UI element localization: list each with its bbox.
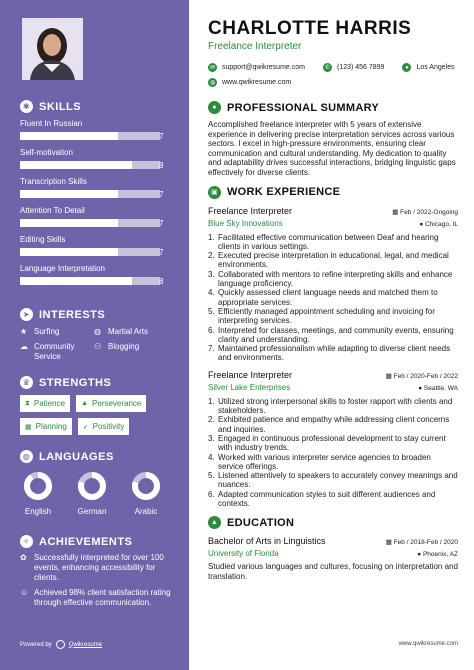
award-icon: ✿ xyxy=(20,553,27,562)
education-text: Studied various languages and cultures, focusing on interpretation and translation. xyxy=(208,562,458,581)
skill-item xyxy=(20,148,171,177)
skill-item xyxy=(20,206,171,235)
skills-list xyxy=(20,119,171,293)
languages-list xyxy=(20,471,171,516)
school-name: University of Florida xyxy=(208,549,279,559)
globe-icon: ◍ xyxy=(94,327,101,336)
skill-bar xyxy=(20,277,160,285)
sidebar xyxy=(0,0,189,670)
skill-value: 8 xyxy=(159,161,164,170)
phone-number[interactable]: (123) 456 7899 xyxy=(336,64,385,71)
skill-item xyxy=(20,177,171,206)
interests-heading: ➤ INTERESTS xyxy=(20,308,171,321)
brand-link[interactable]: Qwikresume xyxy=(68,641,103,648)
skill-label: Self-motivation xyxy=(20,148,73,157)
main-content xyxy=(189,0,474,670)
interest-label: Community Service xyxy=(34,342,75,361)
duty-number: 4. xyxy=(208,452,215,462)
job-title: Freelance Interpreter xyxy=(208,369,293,380)
company-name: Silver Lake Enterprises xyxy=(208,382,291,392)
mountain-icon: ▲ xyxy=(81,400,88,407)
calendar-icon: ▦ xyxy=(392,208,401,216)
duty-number: 5. xyxy=(208,471,215,481)
job-sub xyxy=(208,219,458,228)
interests-list xyxy=(20,327,171,362)
achievement-item xyxy=(20,588,171,608)
skill-label: Language Interpretation xyxy=(20,264,105,273)
graduation-cap-icon: ▲ xyxy=(208,516,221,529)
skill-bar-fill xyxy=(20,190,118,198)
skill-value: 7 xyxy=(159,132,164,141)
lightbulb-icon: ✱ xyxy=(20,100,33,113)
footer-url[interactable]: www.qwikresume.com xyxy=(398,641,458,647)
trophy-icon: ♛ xyxy=(20,376,33,389)
duty-number: 5. xyxy=(208,306,215,316)
award-icon: ☺ xyxy=(20,588,29,597)
duty-text: Executed precise interpretation in educational, legal, and medical environments. xyxy=(218,251,449,270)
strength-chip xyxy=(20,395,70,412)
globe-icon: ◍ xyxy=(20,450,33,463)
education-section xyxy=(208,516,458,581)
duty-item xyxy=(208,233,458,252)
language-ring-fill xyxy=(27,475,49,497)
qwikresume-logo-icon xyxy=(56,640,65,649)
job-date-text: Feb / 2020-Feb / 2022 xyxy=(393,372,458,380)
interest-item xyxy=(94,342,168,362)
duty-text: Facilitated effective communication between Deaf and hearing clients in various settings. xyxy=(218,232,439,251)
languages-heading: ◍ LANGUAGES xyxy=(20,450,171,463)
website-link[interactable]: www.qwikresume.com xyxy=(222,79,292,86)
profile-photo-image xyxy=(22,18,83,80)
users-icon: ⚇ xyxy=(94,342,102,351)
language-item xyxy=(20,471,56,516)
duty-text: Utilized strong interpersonal skills to foster rapport with clients and stakeholders. xyxy=(218,396,453,416)
interest-item xyxy=(94,327,168,337)
location-icon: ● xyxy=(419,220,426,228)
duty-item xyxy=(208,251,458,270)
skills-heading: ✱ SKILLS xyxy=(20,100,171,113)
skill-bar-fill xyxy=(20,161,132,169)
job-sub xyxy=(208,383,458,392)
duty-text: Worked with various interpreter service agencies to broaden service offerings. xyxy=(218,452,431,471)
strength-label: Perseverance xyxy=(92,399,142,408)
language-label: English xyxy=(24,507,52,516)
interest-label: Blogging xyxy=(108,342,140,351)
company-name: Blue Sky Innovations xyxy=(208,218,283,228)
education-location: ● Phoenix, AZ xyxy=(417,551,458,559)
duty-number: 3. xyxy=(208,269,215,279)
language-item xyxy=(74,471,110,516)
job-title: Freelance Interpreter xyxy=(208,205,293,216)
cloud-icon: ☁ xyxy=(20,342,28,351)
job-head xyxy=(208,370,458,380)
duty-item xyxy=(208,288,458,307)
skill-value: 8 xyxy=(159,277,164,286)
duty-number: 3. xyxy=(208,433,215,443)
duty-item xyxy=(208,344,458,363)
powered-by: Powered by Qwikresume xyxy=(20,641,103,648)
duty-text: Quickly assessed client language needs and matched them to appropriate services. xyxy=(218,288,438,307)
interest-label: Surfing xyxy=(34,327,60,336)
skill-value: 7 xyxy=(159,190,164,199)
duty-text: Adapted communication styles to suit different audiences and contexts. xyxy=(218,489,436,508)
language-item xyxy=(128,471,164,516)
languages-section xyxy=(20,450,171,516)
interest-item xyxy=(20,327,94,337)
duty-item xyxy=(208,471,458,490)
duty-text: Maintained professionalism while adapting to diverse client needs and environments. xyxy=(218,344,451,363)
strengths-list xyxy=(20,395,171,435)
education-head xyxy=(208,536,458,546)
job-date xyxy=(386,372,458,380)
calendar-icon: ▦ xyxy=(385,539,394,547)
website-row xyxy=(208,78,458,87)
achievement-text: Achieved 98% client satisfaction rating through effective communication. xyxy=(34,588,171,607)
strengths-heading: ♛ STRENGTHS xyxy=(20,376,171,389)
duty-text: Efficiently managed appointment scheduling and invoicing for interpreting services. xyxy=(218,306,435,326)
calendar-icon: ▦ xyxy=(25,423,32,431)
skill-bar-fill xyxy=(20,219,118,227)
skill-item xyxy=(20,235,171,264)
duty-text: Engaged in continuous professional development to stay current with industry trends. xyxy=(218,433,446,453)
location-icon: ● xyxy=(418,384,424,392)
summary-section xyxy=(208,101,458,178)
star-icon: ★ xyxy=(20,327,28,336)
skill-bar xyxy=(20,132,160,140)
achievements-heading: ✧ ACHIEVEMENTS xyxy=(20,535,171,548)
duty-text: Exhibited patience and empathy while addressing client concerns and inquiries. xyxy=(218,415,450,434)
skill-item xyxy=(20,119,171,148)
strength-label: Positivity xyxy=(92,422,125,431)
duty-number: 6. xyxy=(208,325,215,335)
strengths-section xyxy=(20,376,171,435)
interest-label: Martial Arts xyxy=(108,327,149,336)
jobs-list xyxy=(208,206,458,509)
duty-item xyxy=(208,326,458,345)
language-label: German xyxy=(77,507,107,516)
skill-label: Attention To Detail xyxy=(20,206,85,215)
skill-bar-fill xyxy=(20,248,118,256)
strength-chip xyxy=(76,395,146,412)
candidate-role: Freelance Interpreter xyxy=(208,41,302,52)
duty-item xyxy=(208,490,458,509)
paper-plane-icon: ➤ xyxy=(20,308,33,321)
skill-bar-fill xyxy=(20,277,132,285)
duty-number: 1. xyxy=(208,232,215,242)
job-location xyxy=(418,385,458,392)
education-sub xyxy=(208,549,458,558)
location-text: Los Angeles xyxy=(416,64,455,71)
language-label: Arabic xyxy=(134,507,158,516)
education-date: ▦ Feb / 2018-Feb / 2020 xyxy=(385,539,458,547)
email-icon: ✉ xyxy=(209,65,216,71)
duty-number: 2. xyxy=(208,251,215,261)
duty-number: 1. xyxy=(208,396,215,406)
duty-text: Listened attentively to speakers to accurately convey meanings and nuances. xyxy=(218,471,458,490)
language-ring xyxy=(77,471,107,501)
achievement-text: Successfully interpreted for over 100 events, enhancing accessibility for clients. xyxy=(34,553,164,582)
duty-item xyxy=(208,453,458,472)
job-location-text: Seattle, WA xyxy=(423,384,458,392)
award-icon: ✧ xyxy=(20,535,33,548)
email-link[interactable]: support@qwikresume.com xyxy=(222,64,305,71)
interest-item xyxy=(20,342,94,362)
skill-bar xyxy=(20,248,160,256)
location-icon: ● xyxy=(402,63,411,72)
strength-label: Patience xyxy=(33,399,66,408)
summary-text: Accomplished freelance interpreter with 5 years of extensive experience in delivering precise interpretation services across various sectors. I excel in high-pressure environments, ensuring clear communication and cultural understanding. My dedication to quality and adaptability drives successful interactions, bridging linguistic gaps effectively for diverse clients. xyxy=(208,120,456,177)
achievements-section xyxy=(20,535,171,613)
language-ring xyxy=(23,471,53,501)
duty-number: 6. xyxy=(208,489,215,499)
skills-section xyxy=(20,100,171,293)
skill-bar xyxy=(20,219,160,227)
skill-value: 7 xyxy=(159,219,164,228)
duties-list xyxy=(208,233,458,363)
profile-photo xyxy=(22,18,83,80)
skill-bar-fill xyxy=(20,132,118,140)
achievements-list xyxy=(20,553,171,608)
thumbs-up-icon: ✓ xyxy=(82,423,89,431)
person-icon: ● xyxy=(208,101,221,114)
job-location xyxy=(419,221,458,228)
strength-chip xyxy=(20,418,72,435)
summary-heading: ● PROFESSIONAL SUMMARY xyxy=(208,101,458,114)
duty-number: 2. xyxy=(208,415,215,425)
job-date xyxy=(392,208,458,216)
degree-title: Bachelor of Arts in Linguistics xyxy=(208,536,326,547)
skill-item xyxy=(20,264,171,293)
job-date-text: Feb / 2022-Ongoing xyxy=(400,208,458,216)
skill-value: 7 xyxy=(159,248,164,257)
job-entry xyxy=(208,206,458,363)
duty-item xyxy=(208,270,458,289)
candidate-name: CHARLOTTE HARRIS xyxy=(208,18,412,39)
strength-label: Planning xyxy=(35,422,67,431)
duty-number: 7. xyxy=(208,344,215,354)
contact-row xyxy=(208,63,458,72)
experience-heading: ▣ WORK EXPERIENCE xyxy=(208,186,458,199)
duty-item xyxy=(208,397,458,416)
duty-item xyxy=(208,434,458,453)
globe-icon: ◍ xyxy=(209,80,216,86)
interests-section xyxy=(20,308,171,362)
duty-text: Collaborated with mentors to refine interpreting skills and enhance language proficiency. xyxy=(218,269,453,289)
duty-item xyxy=(208,415,458,434)
job-location-text: Chicago, IL xyxy=(425,220,458,228)
duties-list xyxy=(208,397,458,509)
job-entry xyxy=(208,370,458,509)
experience-section xyxy=(208,186,458,509)
language-ring xyxy=(131,471,161,501)
phone-icon: ✆ xyxy=(324,65,330,71)
skill-bar xyxy=(20,190,160,198)
skill-label: Transcription Skills xyxy=(20,177,87,186)
job-head xyxy=(208,206,458,216)
duty-text: Interpreted for classes, meetings, and community events, ensuring clarity and understanding. xyxy=(218,325,454,344)
achievement-item xyxy=(20,553,171,583)
briefcase-icon: ▣ xyxy=(208,186,221,199)
strength-chip xyxy=(78,418,129,435)
education-heading: ▲ EDUCATION xyxy=(208,516,458,529)
calendar-icon: ▦ xyxy=(385,372,394,380)
location-icon: ● xyxy=(417,551,423,559)
skill-label: Editing Skills xyxy=(20,235,66,244)
hourglass-icon: ⧗ xyxy=(25,399,30,407)
duty-item xyxy=(208,307,458,326)
skill-label: Fluent In Russian xyxy=(20,119,83,128)
duty-number: 4. xyxy=(208,288,215,298)
skill-bar xyxy=(20,161,160,169)
